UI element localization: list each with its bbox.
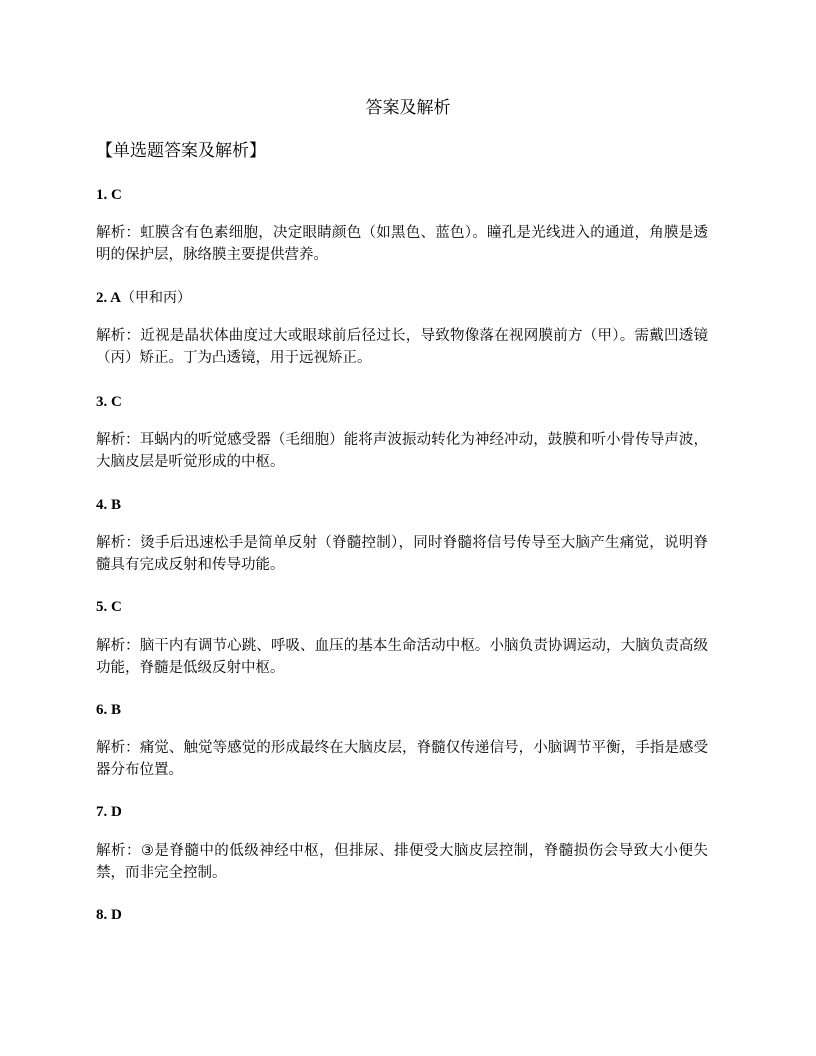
explanation-7: 解析：③是脊髓中的低级神经中枢，但排尿、排便受大脑皮层控制，脊髓损伤会导致大小便失禁，而非完全控制。 bbox=[96, 843, 708, 881]
answer-6-label: 6. B bbox=[96, 702, 122, 718]
explanation-2: 解析：近视是晶状体曲度过大或眼球前后径过长，导致物像落在视网膜前方（甲）。需戴凹透镜（丙）矫正。丁为凸透镜，用于远视矫正。 bbox=[96, 328, 708, 366]
answer-3 bbox=[96, 392, 122, 412]
explanation-6: 解析：痛觉、触觉等感觉的形成最终在大脑皮层，脊髓仅传递信号，小脑调节平衡，手指是感受器分布位置。 bbox=[96, 740, 708, 778]
answer-1 bbox=[96, 185, 122, 205]
explanation-3: 解析：耳蜗内的听觉感受器（毛细胞）能将声波振动转化为神经冲动，鼓膜和听小骨传导声波，大脑皮层是听觉形成的中枢。 bbox=[96, 432, 708, 470]
answer-4-label: 4. B bbox=[96, 497, 122, 513]
answer-1-label: 1. C bbox=[96, 187, 122, 203]
answer-4 bbox=[96, 495, 121, 515]
answer-8 bbox=[96, 905, 122, 925]
explanation-1: 解析：虹膜含有色素细胞，决定眼睛颜色（如黑色、蓝色）。瞳孔是光线进入的通道，角膜是透明的保护层，脉络膜主要提供营养。 bbox=[96, 225, 708, 263]
answer-3-label: 3. C bbox=[96, 394, 122, 410]
explanation-5: 解析：脑干内有调节心跳、呼吸、血压的基本生命活动中枢。小脑负责协调运动，大脑负责高级功能，脊髓是低级反射中枢。 bbox=[96, 638, 708, 676]
answer-5-label: 5. C bbox=[96, 599, 122, 615]
answer-7 bbox=[96, 802, 122, 822]
answer-6 bbox=[96, 700, 121, 720]
explanation-4: 解析：烫手后迅速松手是简单反射（脊髓控制），同时脊髓将信号传导至大脑产生痛觉，说明脊髓具有完成反射和传导功能。 bbox=[96, 535, 708, 573]
answer-7-label: 7. D bbox=[96, 804, 122, 820]
answer-8-label: 8. D bbox=[96, 907, 122, 923]
answer-2-label: 2. A bbox=[96, 290, 122, 306]
answer-2-extra: （甲和丙） bbox=[121, 290, 192, 306]
section-heading: 【单选题答案及解析】 bbox=[96, 141, 266, 161]
answer-2 bbox=[96, 288, 191, 308]
answer-5 bbox=[96, 597, 122, 617]
page-title: 答案及解析 bbox=[365, 98, 451, 118]
